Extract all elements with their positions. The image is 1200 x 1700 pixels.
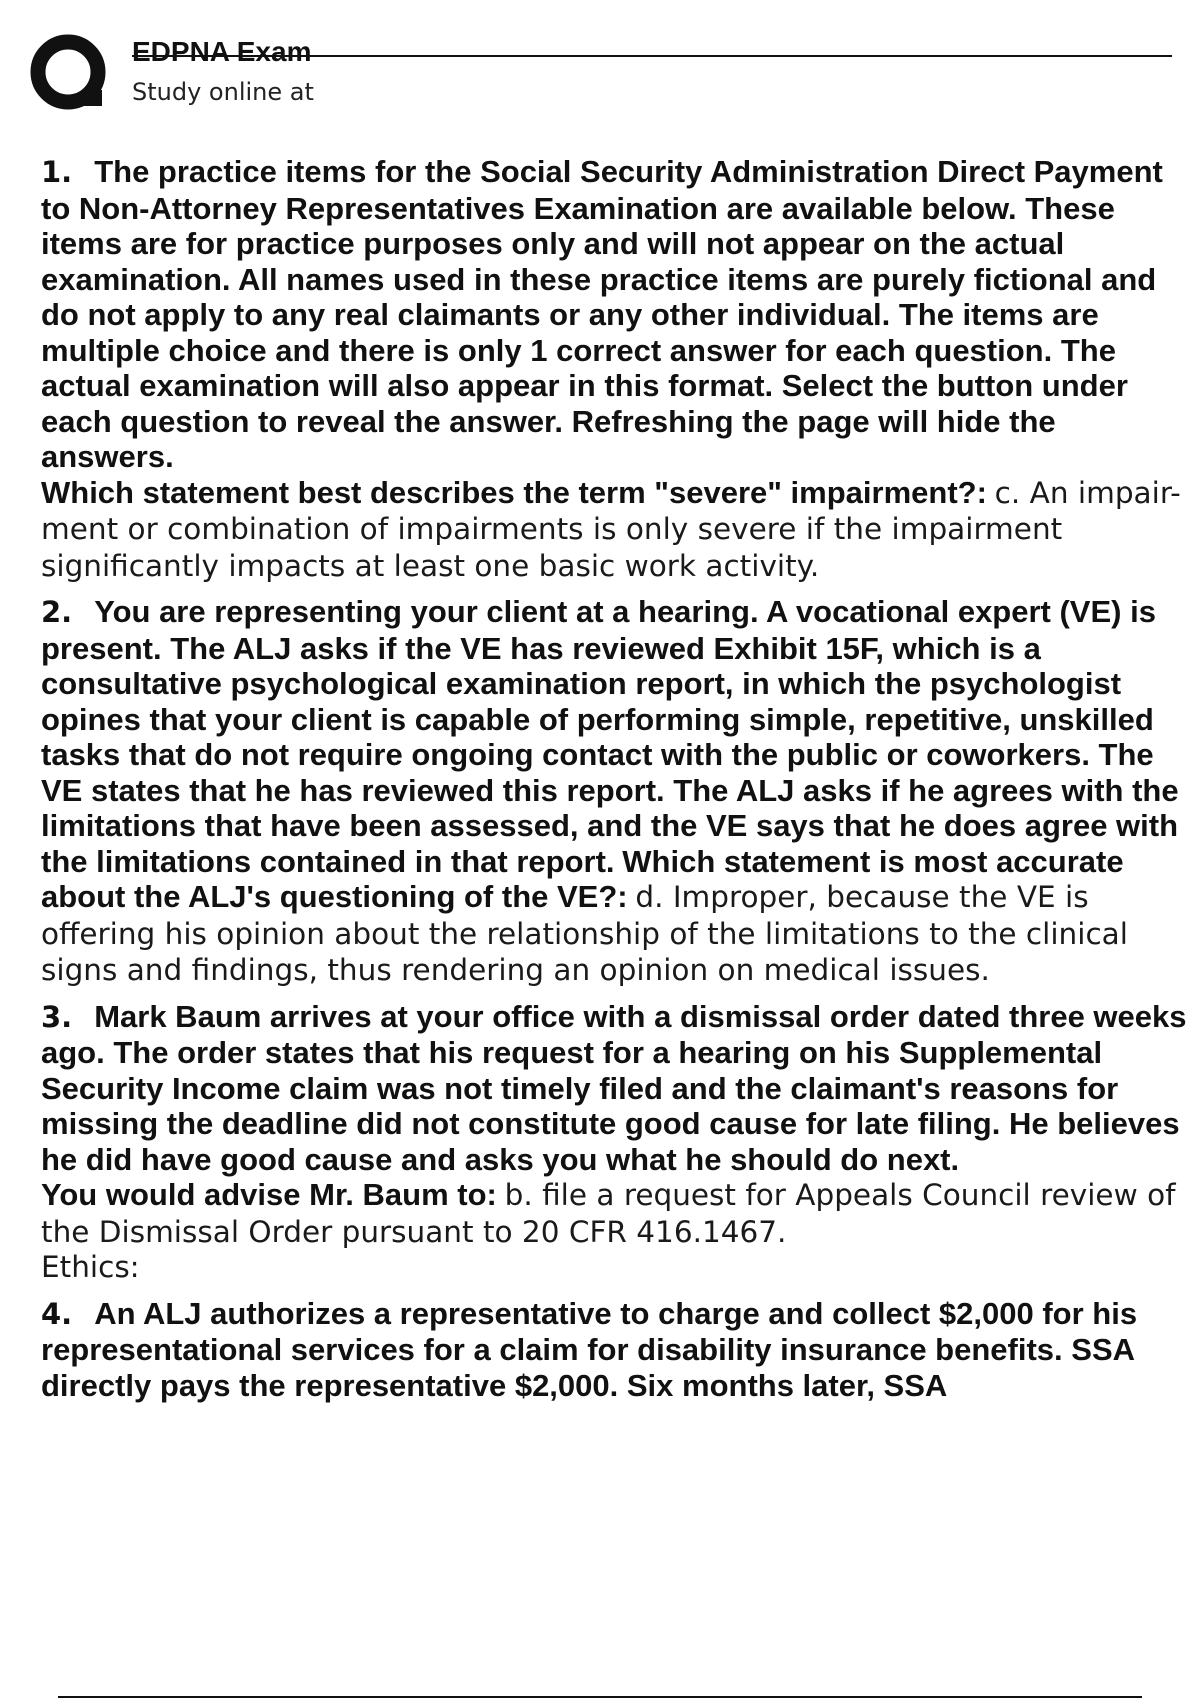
header-subtitle: Study online at [132,78,314,106]
header-divider [132,55,1172,57]
q-logo-icon [30,32,112,114]
qa-list [41,154,1191,1413]
section-label: Ethics: [41,1250,140,1284]
page-header [30,28,1150,118]
question-number: 4. [41,1296,73,1331]
answer-label: Which statement is most accurate about the ALJ's questioning of the VE?: [41,843,1124,914]
qa-item-3 [41,999,1191,1286]
answer-label: Which statement best describes the term "severe" impairment?: [41,474,987,510]
qa-item-1 [41,154,1191,584]
answer [41,702,1191,989]
question [41,594,1191,702]
question-number: 3. [41,999,73,1034]
footer-divider [58,1696,1142,1698]
question [41,154,1191,475]
question-text: The practice items for the Social Security Administration Direct Payment to Non-Attorney Representatives Examination are available below. These items are for practice purposes only and will not appear on the actual examination. All names used in these practice items are purely fictional and do not apply to any real claimants or any other individual. The items are multiple choice and there is only 1 correct answer for each question. The actual examination will also appear in this format. Select the button under each question to reveal the answer. Refreshing the page will hide the answers. [41,154,1163,474]
answer-text: d. Improper, because the VE is offering his opinion about the relationship of the limitations to the clinical signs and findings, thus rendering an opinion on medical issues. [41,880,1128,987]
answer [41,475,1191,585]
question-text: An ALJ authorizes a representative to charge and collect $2,000 for his representational services for a claim for disability insurance benefits. SSA directly pays the representative $2,000. Six months later, SSA [41,1295,1138,1403]
question-number: 1. [41,155,73,189]
header-title: EDPNA Exam [132,36,312,67]
answer [41,1177,1191,1250]
answer-label: You would advise Mr. Baum to: [41,1177,497,1212]
question-number: 2. [41,595,73,629]
qa-item-2 [41,594,1191,989]
question-text: You are representing your client at a hearing. A vocational expert (VE) is present. The ALJ asks if the VE has reviewed Exhibit 15F, which is a consultative psychological examination report, in which the psychologist [41,594,1156,701]
answer-text: b. file a request for Appeals Council review of the Dismissal Order pursuant to 20 CFR 416.1467. [41,1178,1176,1249]
question [41,999,1191,1178]
question-text: Mark Baum arrives at your office with a dismissal order dated three weeks ago. The order states that his request for a hearing on his Supplemental Security Income claim was not timely filed and the claimant's reasons for missing the deadline did not constitute good cause for late filing. He believes he did have good cause and asks you what he should do next. [41,998,1187,1177]
answer-text: c. An impair- ment or combination of impairments is only severe if the impairment significantly impacts at least one basic work activity. [41,475,1181,583]
question-text-continued: opines that your client is capable of performing simple, repetitive, unskilled tasks that do not require ongoing contact with the public or coworkers. The VE states that he has reviewed this report. The ALJ asks if he agrees with the limitations that have been assessed, and the VE says that he does agree with the limitations contained in that report. [41,701,1179,879]
question [41,1296,1191,1404]
qa-item-4 [41,1296,1191,1404]
